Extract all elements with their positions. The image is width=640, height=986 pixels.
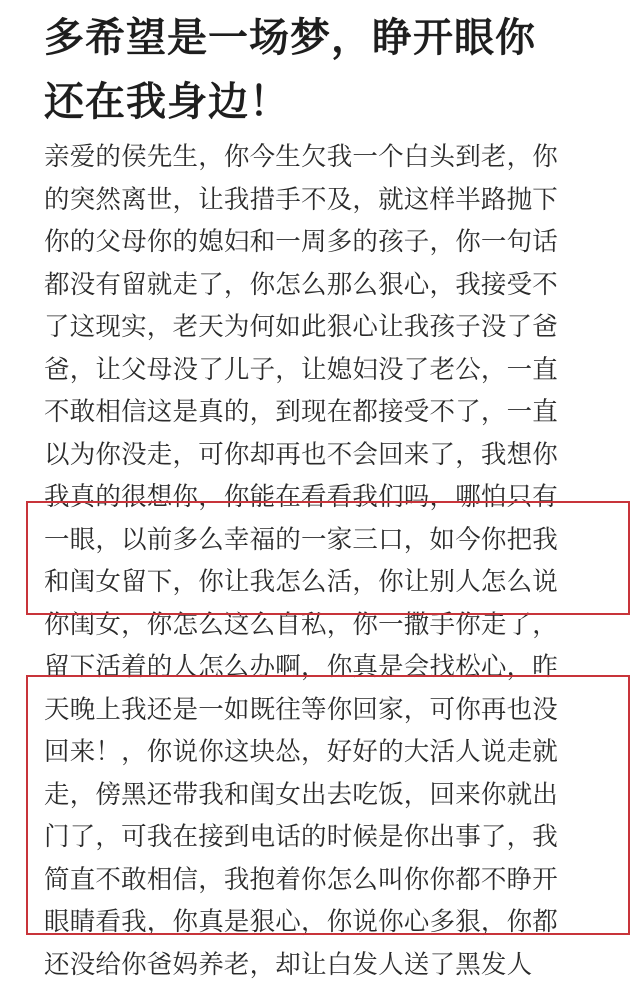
- body-line: 我真的很想你，你能在看看我们吗，哪怕只有: [44, 476, 634, 519]
- article-body: [44, 136, 634, 986]
- body-line: 你闺女，你怎么这么自私，你一撒手你走了，: [44, 604, 634, 647]
- article-title: [44, 6, 624, 134]
- body-line: 回来！，你说你这块怂，好好的大活人说走就: [44, 731, 634, 774]
- body-line: 还没给你爸妈养老，却让白发人送了黑发人: [44, 944, 634, 986]
- body-line: 的突然离世，让我措手不及，就这样半路抛下: [44, 179, 634, 222]
- body-line: 和闺女留下，你让我怎么活，你让别人怎么说: [44, 561, 634, 604]
- body-line: 不敢相信这是真的，到现在都接受不了，一直: [44, 391, 634, 434]
- body-line: 天晚上我还是一如既往等你回家，可你再也没: [44, 689, 634, 732]
- title-line-1: 多希望是一场梦，睁开眼你: [44, 6, 624, 70]
- body-line: 一眼，以前多么幸福的一家三口，如今你把我: [44, 519, 634, 562]
- body-line: 门了，可我在接到电话的时候是你出事了，我: [44, 816, 634, 859]
- body-line: 留下活着的人怎么办啊，你真是会找松心，昨: [44, 646, 634, 689]
- body-line: 眼睛看我，你真是狠心，你说你心多狠，你都: [44, 901, 634, 944]
- body-line: 了这现实，老天为何如此狠心让我孩子没了爸: [44, 306, 634, 349]
- body-line: 以为你没走，可你却再也不会回来了，我想你: [44, 434, 634, 477]
- body-line: 走，傍黑还带我和闺女出去吃饭，回来你就出: [44, 774, 634, 817]
- body-line: 简直不敢相信，我抱着你怎么叫你你都不睁开: [44, 859, 634, 902]
- body-line: 亲爱的侯先生，你今生欠我一个白头到老，你: [44, 136, 634, 179]
- body-line: 都没有留就走了，你怎么那么狠心，我接受不: [44, 264, 634, 307]
- body-line: 你的父母你的媳妇和一周多的孩子，你一句话: [44, 221, 634, 264]
- body-line: 爸，让父母没了儿子，让媳妇没了老公，一直: [44, 349, 634, 392]
- title-line-2: 还在我身边！: [44, 70, 624, 134]
